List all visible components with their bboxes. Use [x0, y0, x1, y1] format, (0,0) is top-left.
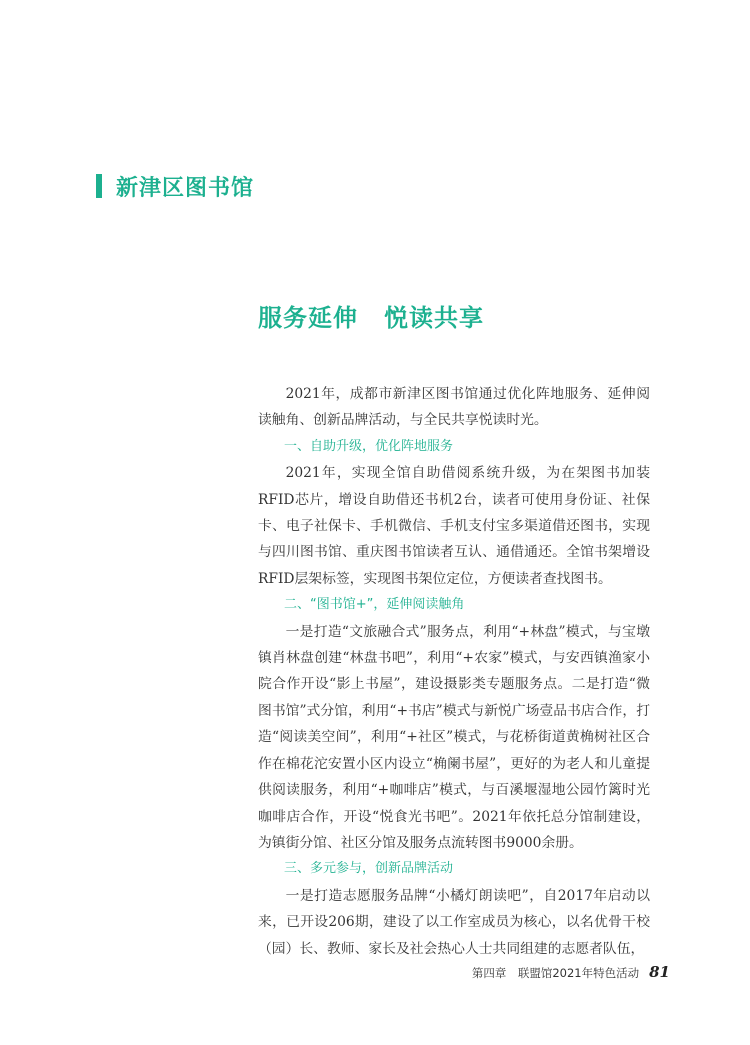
article-title-part1: 服务延伸 — [258, 304, 358, 332]
chapter-label: 第四章 联盟馆2021年特色活动 — [471, 966, 640, 980]
article-title-part2: 悦读共享 — [384, 304, 484, 332]
library-name: 新津区图书馆 — [116, 175, 255, 201]
section-paragraph-3: 一是打造志愿服务品牌“小橘灯朗读吧”，自2017年启动以来，已开设206期，建设了以工作室成员为核心，以名优骨干校（园）长、教师、家长及社会热心人士共同组建的志愿者队伍， — [258, 887, 650, 957]
section-header — [96, 171, 254, 201]
section-heading-1: 一、自助升级，优化阵地服务 — [284, 438, 454, 454]
section-paragraph-1: 2021年，实现全馆自助借阅系统升级，为在架图书加装RFID芯片，增设自助借还书机2台，读者可使用身份证、社保卡、电子社保卡、手机微信、手机支付宝多渠道借还图书，实现与四川图书馆、重庆图书馆读者互认、通借通还。全馆书架增设RFID层架标签，实现图书架位定位，方便读者查找图书。 — [258, 465, 650, 587]
article-body — [258, 381, 650, 962]
section-heading-3: 三、多元参与，创新品牌活动 — [284, 861, 454, 877]
section-paragraph-2: 一是打造“文旅融合式”服务点，利用“+林盘”模式，与宝墩镇肖林盘创建“林盘书吧”，利用“+农家”模式，与安西镇渔家小院合作开设“影上书屋”，建设摄影类专题服务点。二是打造“微图书馆”式分馆，利用“+书店”模式与新悦广场壹品书店合作，打造“阅读美空间”，利用“+社区”模式，与花桥街道黄桷树社区合作在棉花沱安置小区内设立“桷阑书屋”，更好的为老人和儿童提供阅读服务，利用“+咖啡店”模式，与百溪堰湿地公园竹篱时光咖啡店合作，开设“悦食光书吧”。2021年依托总分馆制建设，为镇街分馆、社区分馆及服务点流转图书9000余册。 — [258, 623, 650, 851]
page-number: 81 — [649, 963, 670, 981]
section-heading-2: 二、“图书馆+”，延伸阅读触角 — [284, 597, 465, 613]
page-footer — [470, 963, 670, 983]
header-accent-bar — [96, 174, 102, 198]
article-title — [258, 298, 484, 330]
intro-paragraph: 2021年，成都市新津区图书馆通过优化阵地服务、延伸阅读触角、创新品牌活动，与全民共享悦读时光。 — [258, 386, 650, 429]
